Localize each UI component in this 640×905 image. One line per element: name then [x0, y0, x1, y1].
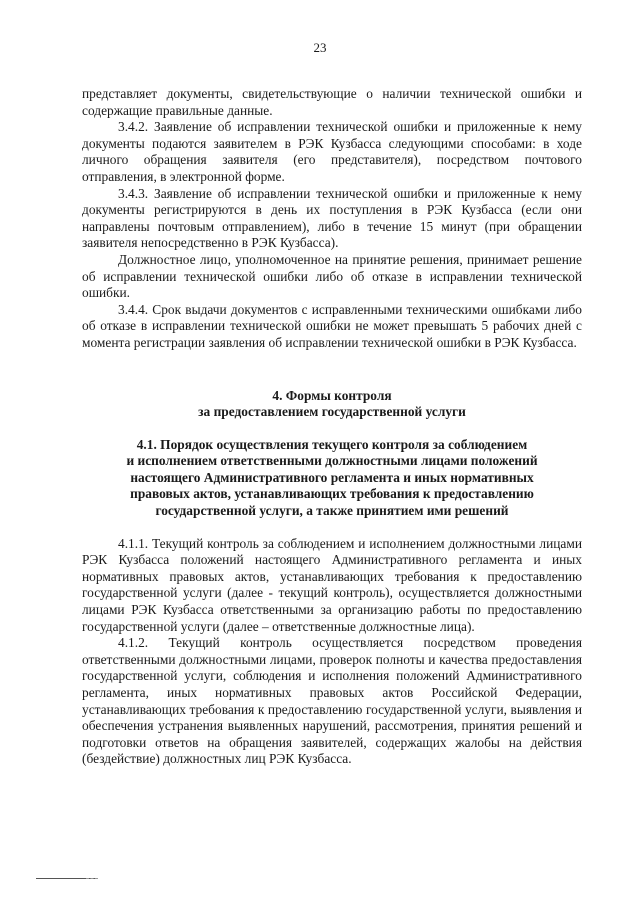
- page-number: 23: [313, 40, 327, 55]
- subsection-heading-line: и исполнением ответственными должностными лицами положений: [126, 453, 538, 469]
- paragraph-4-1-1: 4.1.1. Текущий контроль за соблюдением и исполнением должностными лицами РЭК Кузбасса положений настоящего Административного регламента и иных нормативных правовых актов, устанавливающих требования к предоставлению государственной услуги (далее - текущий контроль), осуществляется должностными лицами РЭК Кузбасса ответственными за организацию работы по предоставлению государственной услуги (далее – ответственные должностные лица).: [82, 535, 582, 634]
- section-heading-line: за предоставлением государственной услуги: [198, 404, 466, 420]
- subsection-heading-line: настоящего Административного регламента и иных нормативных: [130, 469, 534, 485]
- document-body: [82, 86, 582, 768]
- footer-rule-dashed: [86, 878, 98, 879]
- subsection-heading-line: государственной услуги, а также принятием ими решений: [155, 503, 509, 519]
- paragraph-3-4-2: 3.4.2. Заявление об исправлении технической ошибки и приложенные к нему документы подаются заявителем в РЭК Кузбасса следующими способами: в ходе личного обращения заявителя (его представителя), посредством почтового отправления, в электронной форме.: [82, 119, 582, 184]
- subsection-heading: [82, 437, 582, 520]
- section-heading: [82, 388, 582, 421]
- paragraph-3-4-3: 3.4.3. Заявление об исправлении технической ошибки и приложенные к нему документы регистрируются в день их поступления в РЭК Кузбасса (если они направлены почтовым отправлением), либо в течение 15 минут (при обращении заявителя непосредственно в РЭК Кузбасса).: [82, 185, 582, 251]
- subsection-heading-line: 4.1. Порядок осуществления текущего контроля за соблюдением: [136, 436, 528, 452]
- subsection-heading-line: правовых актов, устанавливающих требования к предоставлению: [130, 486, 534, 502]
- paragraph-3-4-4: 3.4.4. Срок выдачи документов с исправленными техническими ошибками либо об отказе в исправлении технической ошибки не может превышать 5 рабочих дней с момента регистрации заявления об исправлении технической ошибки в РЭК Кузбасса.: [82, 301, 582, 350]
- section-heading-line: 4. Формы контроля: [272, 387, 392, 403]
- paragraph-continuation: представляет документы, свидетельствующие о наличии технической ошибки и содержащие правильные данные.: [82, 86, 582, 118]
- paragraph-official-decision: Должностное лицо, уполномоченное на принятие решения, принимает решение об исправлении технической ошибки либо об отказе в исправлении технической ошибки.: [82, 251, 582, 301]
- paragraph-4-1-2: 4.1.2. Текущий контроль осуществляется посредством проведения ответственными должностными лицами, проверок полноты и качества предоставления государственной услуги, соблюдения и исполнения положений Административного регламента, иных нормативных правовых актов Российской Федерации, устанавливающих требования к предоставлению государственной услуги, выявления и обеспечения устранения выявленных нарушений, рассмотрения, принятия решений и подготовки ответов на обращения заявителей, содержащих жалобы на действия (бездействие) должностных лиц РЭК Кузбасса.: [82, 635, 582, 767]
